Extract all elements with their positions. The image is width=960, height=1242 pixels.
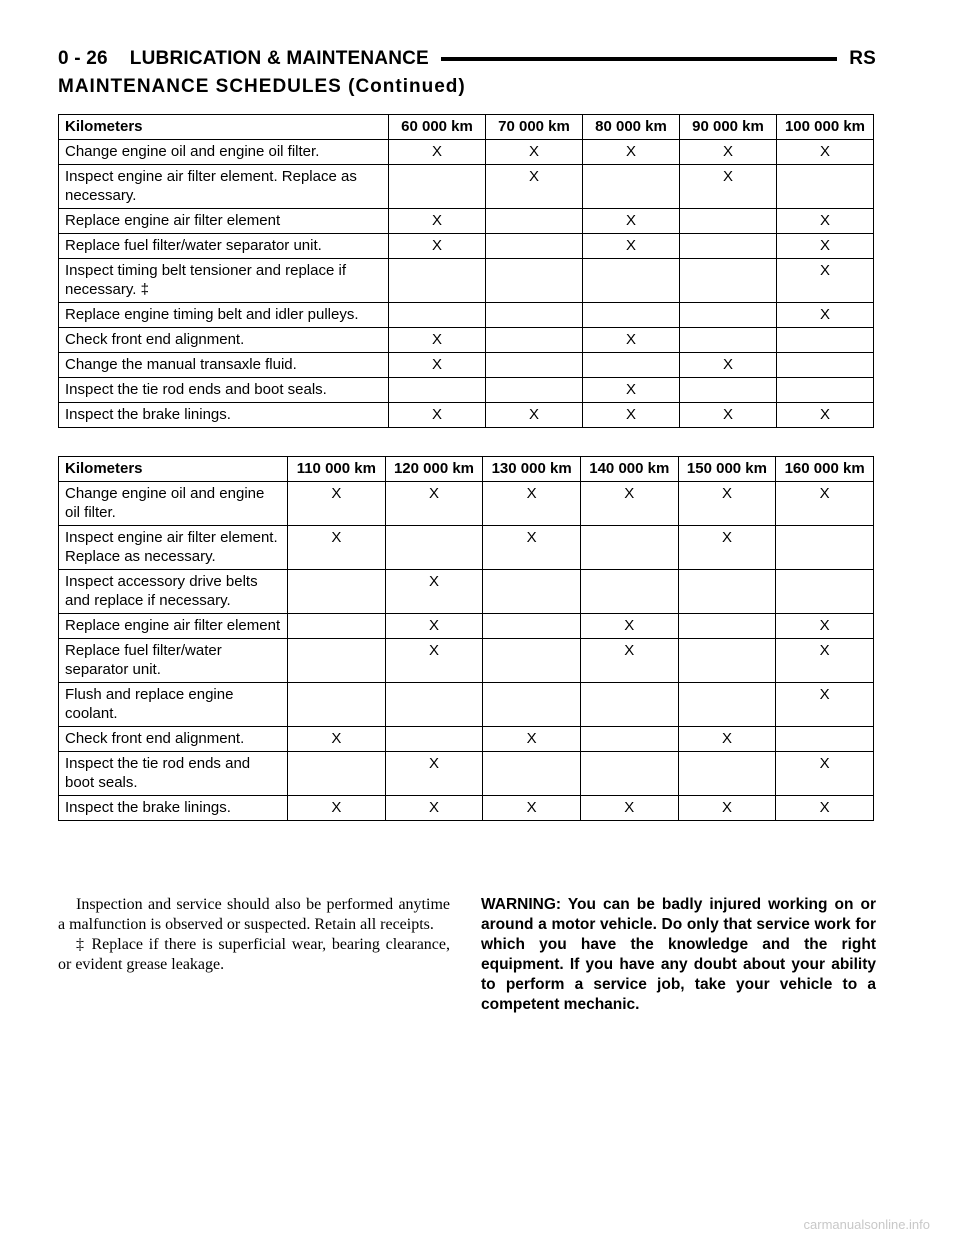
interval-mark: X xyxy=(678,482,776,526)
interval-mark: X xyxy=(583,328,680,353)
section-name: LUBRICATION & MAINTENANCE xyxy=(129,48,429,69)
interval-mark: X xyxy=(678,727,776,752)
service-item: Replace engine timing belt and idler pulleys. xyxy=(59,303,389,328)
table-row xyxy=(59,614,874,639)
interval-mark: X xyxy=(680,140,777,165)
column-header: 150 000 km xyxy=(678,457,776,482)
interval-mark: X xyxy=(777,303,874,328)
interval-mark: X xyxy=(777,209,874,234)
interval-mark xyxy=(389,303,486,328)
interval-mark xyxy=(385,727,483,752)
interval-mark xyxy=(385,683,483,727)
interval-mark xyxy=(680,209,777,234)
interval-mark: X xyxy=(777,259,874,303)
interval-mark xyxy=(486,378,583,403)
interval-mark: X xyxy=(483,727,581,752)
interval-mark xyxy=(486,259,583,303)
column-header: 160 000 km xyxy=(776,457,874,482)
interval-mark xyxy=(776,570,874,614)
service-item: Inspect engine air filter element. Replace as necessary. xyxy=(59,526,288,570)
interval-mark: X xyxy=(580,482,678,526)
interval-mark xyxy=(580,683,678,727)
interval-mark xyxy=(483,683,581,727)
table-row xyxy=(59,752,874,796)
interval-mark: X xyxy=(385,639,483,683)
interval-mark xyxy=(583,165,680,209)
interval-mark: X xyxy=(776,482,874,526)
service-item: Inspect timing belt tensioner and replace if necessary. ‡ xyxy=(59,259,389,303)
interval-mark xyxy=(486,328,583,353)
table-row xyxy=(59,259,874,303)
interval-mark xyxy=(288,752,386,796)
interval-mark xyxy=(486,234,583,259)
service-item: Inspect the brake linings. xyxy=(59,403,389,428)
interval-mark: X xyxy=(385,614,483,639)
interval-mark xyxy=(389,259,486,303)
service-item: Inspect the brake linings. xyxy=(59,796,288,821)
interval-mark: X xyxy=(486,140,583,165)
interval-mark: X xyxy=(680,165,777,209)
interval-mark xyxy=(776,727,874,752)
column-header: 140 000 km xyxy=(580,457,678,482)
service-item: Replace fuel filter/water separator unit. xyxy=(59,234,389,259)
interval-mark: X xyxy=(776,614,874,639)
interval-mark: X xyxy=(389,209,486,234)
interval-mark: X xyxy=(580,614,678,639)
interval-mark: X xyxy=(389,403,486,428)
interval-mark: X xyxy=(288,727,386,752)
interval-mark: X xyxy=(385,796,483,821)
interval-mark xyxy=(580,570,678,614)
interval-mark: X xyxy=(583,403,680,428)
interval-mark xyxy=(486,209,583,234)
table-row xyxy=(59,403,874,428)
interval-mark: X xyxy=(777,140,874,165)
page-number: 0 - 26 xyxy=(58,48,108,69)
interval-mark: X xyxy=(385,482,483,526)
column-header: 60 000 km xyxy=(389,115,486,140)
interval-mark xyxy=(288,570,386,614)
column-header: 70 000 km xyxy=(486,115,583,140)
interval-mark xyxy=(777,353,874,378)
interval-mark xyxy=(680,378,777,403)
table-row xyxy=(59,209,874,234)
table-row xyxy=(59,526,874,570)
column-header: 90 000 km xyxy=(680,115,777,140)
interval-mark xyxy=(777,165,874,209)
interval-mark xyxy=(288,614,386,639)
interval-mark: X xyxy=(583,234,680,259)
table-row xyxy=(59,303,874,328)
interval-mark: X xyxy=(680,403,777,428)
warning-text: WARNING: You can be badly injured working on or around a motor vehicle. Do only that service work for which you have the knowledge and the right equipment. If you have any doubt about your ability to perform a service job, take your vehicle to a competent mechanic. xyxy=(481,896,876,1013)
interval-mark xyxy=(678,752,776,796)
interval-mark xyxy=(483,752,581,796)
service-item: Change engine oil and engine oil filter. xyxy=(59,482,288,526)
interval-mark xyxy=(580,752,678,796)
interval-mark: X xyxy=(389,353,486,378)
interval-mark: X xyxy=(288,796,386,821)
interval-mark xyxy=(385,526,483,570)
table-row xyxy=(59,165,874,209)
interval-mark xyxy=(583,353,680,378)
interval-mark: X xyxy=(678,796,776,821)
interval-mark: X xyxy=(389,140,486,165)
interval-mark: X xyxy=(777,403,874,428)
interval-mark: X xyxy=(776,796,874,821)
interval-mark: X xyxy=(583,378,680,403)
service-item: Change engine oil and engine oil filter. xyxy=(59,140,389,165)
section-title: MAINTENANCE SCHEDULES (Continued) xyxy=(58,76,466,97)
interval-mark: X xyxy=(583,209,680,234)
table-row xyxy=(59,234,874,259)
interval-mark xyxy=(583,259,680,303)
column-header: 100 000 km xyxy=(777,115,874,140)
interval-mark xyxy=(580,526,678,570)
interval-mark: X xyxy=(389,328,486,353)
interval-mark: X xyxy=(678,526,776,570)
table-row xyxy=(59,378,874,403)
interval-mark: X xyxy=(486,403,583,428)
interval-mark: X xyxy=(583,140,680,165)
service-item: Inspect the tie rod ends and boot seals. xyxy=(59,378,389,403)
interval-mark xyxy=(777,378,874,403)
table-header-row xyxy=(59,457,874,482)
interval-mark: X xyxy=(680,353,777,378)
note-footnote: ‡ Replace if there is superficial wear, bearing clearance, or evident grease leakage. xyxy=(58,936,450,973)
interval-mark xyxy=(288,639,386,683)
interval-mark: X xyxy=(580,796,678,821)
interval-mark xyxy=(288,683,386,727)
table-row xyxy=(59,353,874,378)
interval-mark: X xyxy=(776,683,874,727)
interval-mark xyxy=(776,526,874,570)
interval-mark xyxy=(389,165,486,209)
interval-mark xyxy=(678,570,776,614)
interval-mark: X xyxy=(389,234,486,259)
interval-mark: X xyxy=(385,752,483,796)
interval-mark xyxy=(678,639,776,683)
table-row xyxy=(59,482,874,526)
table-row xyxy=(59,796,874,821)
interval-mark xyxy=(483,570,581,614)
interval-mark xyxy=(680,328,777,353)
interval-mark xyxy=(580,727,678,752)
interval-mark: X xyxy=(483,526,581,570)
table-row xyxy=(59,683,874,727)
table-row xyxy=(59,570,874,614)
service-item: Check front end alignment. xyxy=(59,727,288,752)
interval-mark xyxy=(583,303,680,328)
interval-mark: X xyxy=(385,570,483,614)
table-header-row xyxy=(59,115,874,140)
interval-mark xyxy=(486,303,583,328)
service-item: Inspect accessory drive belts and replace if necessary. xyxy=(59,570,288,614)
interval-mark: X xyxy=(777,234,874,259)
service-item: Replace fuel filter/water separator unit. xyxy=(59,639,288,683)
interval-mark: X xyxy=(776,639,874,683)
column-header: 80 000 km xyxy=(583,115,680,140)
page-header xyxy=(58,44,876,74)
table-row xyxy=(59,140,874,165)
column-header: 130 000 km xyxy=(483,457,581,482)
schedule-table-2 xyxy=(58,456,874,821)
interval-mark: X xyxy=(776,752,874,796)
table-row xyxy=(59,328,874,353)
interval-mark xyxy=(483,614,581,639)
service-item: Replace engine air filter element xyxy=(59,209,389,234)
service-item: Inspect the tie rod ends and boot seals. xyxy=(59,752,288,796)
column-header-label: Kilometers xyxy=(59,457,288,482)
note-inspection: Inspection and service should also be performed anytime a malfunction is observed or suspected. Retain all receipts. xyxy=(58,896,450,933)
service-item: Flush and replace engine coolant. xyxy=(59,683,288,727)
interval-mark xyxy=(777,328,874,353)
interval-mark: X xyxy=(288,482,386,526)
service-item: Inspect engine air filter element. Replace as necessary. xyxy=(59,165,389,209)
table-row xyxy=(59,639,874,683)
interval-mark: X xyxy=(483,796,581,821)
column-header-label: Kilometers xyxy=(59,115,389,140)
interval-mark xyxy=(680,234,777,259)
interval-mark: X xyxy=(288,526,386,570)
header-rule xyxy=(441,57,837,61)
interval-mark: X xyxy=(486,165,583,209)
service-item: Change the manual transaxle fluid. xyxy=(59,353,389,378)
column-header: 110 000 km xyxy=(288,457,386,482)
notes xyxy=(58,895,450,975)
service-item: Replace engine air filter element xyxy=(59,614,288,639)
interval-mark: X xyxy=(483,482,581,526)
table-row xyxy=(59,727,874,752)
service-item: Check front end alignment. xyxy=(59,328,389,353)
watermark: carmanualsonline.info xyxy=(803,1217,930,1232)
interval-mark xyxy=(678,614,776,639)
interval-mark: X xyxy=(580,639,678,683)
column-header: 120 000 km xyxy=(385,457,483,482)
interval-mark xyxy=(486,353,583,378)
schedule-table-1 xyxy=(58,114,874,428)
model-code: RS xyxy=(849,48,876,69)
interval-mark xyxy=(680,303,777,328)
interval-mark xyxy=(389,378,486,403)
interval-mark xyxy=(483,639,581,683)
interval-mark xyxy=(678,683,776,727)
interval-mark xyxy=(680,259,777,303)
